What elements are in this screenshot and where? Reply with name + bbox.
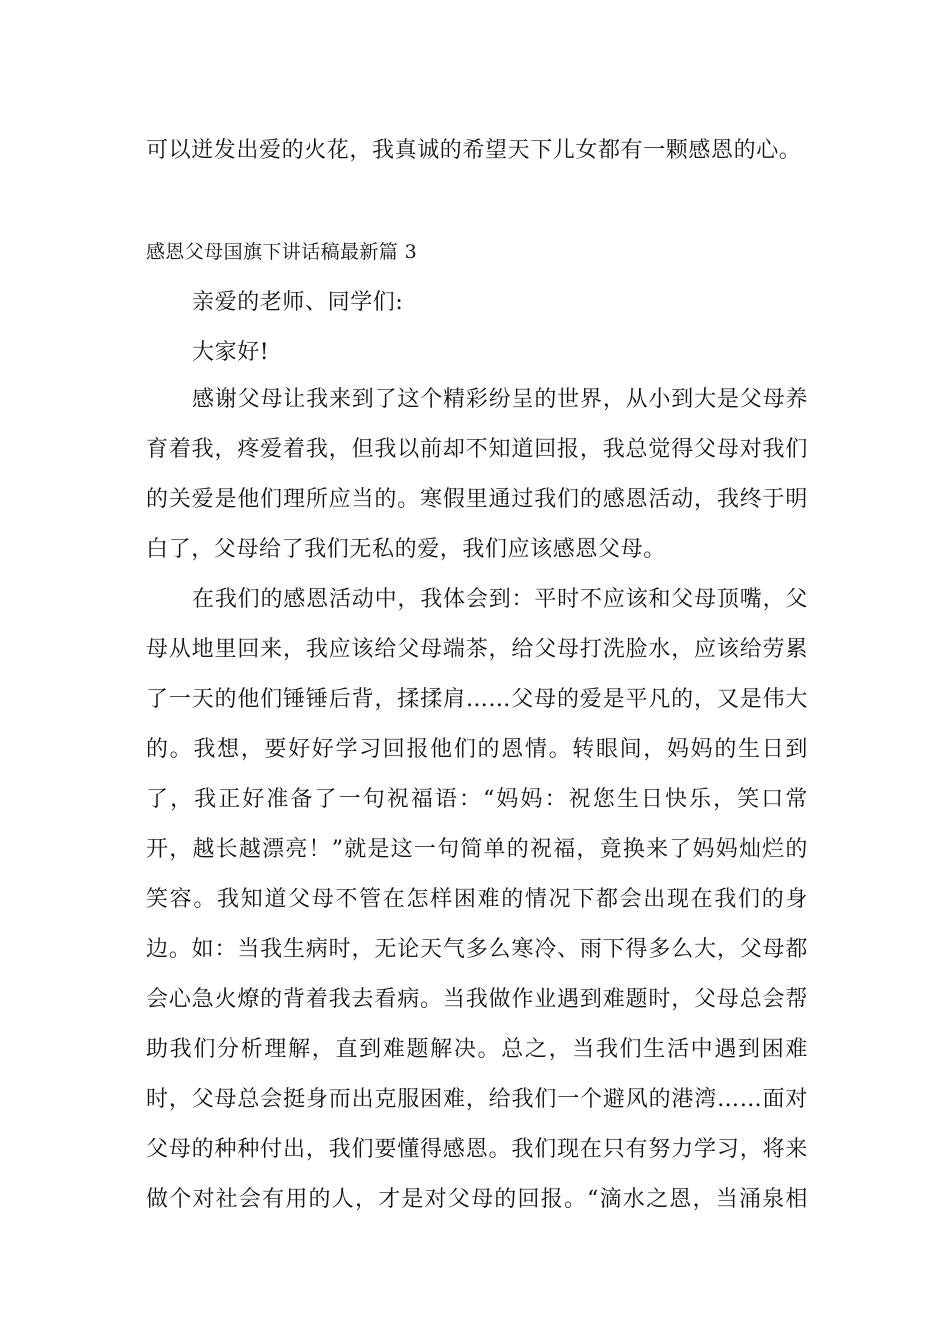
intro-line: 可以迸发出爱的火花，我真诚的希望天下儿女都有一颗感恩的心。 [146, 138, 802, 163]
paragraph-line: 的。我想，要好好学习回报他们的恩情。转眼间，妈妈的生日到 [146, 737, 808, 762]
paragraph-line: 在我们的感恩活动中，我体会到：平时不应该和父母顶嘴，父 [192, 587, 808, 612]
paragraph-line: 时，父母总会挺身而出克服困难，给我们一个避风的港湾……面对 [146, 1087, 808, 1112]
paragraph-line: 边。如：当我生病时，无论天气多么寒冷、雨下得多么大，父母都 [146, 937, 808, 962]
paragraph-line: 助我们分析理解，直到难题解决。总之，当我们生活中遇到困难 [146, 1037, 808, 1062]
paragraph-line: 父母的种种付出，我们要懂得感恩。我们现在只有努力学习，将来 [146, 1137, 808, 1162]
salutation: 亲爱的老师、同学们: [192, 290, 404, 315]
paragraph-line: 育着我，疼爱着我，但我以前却不知道回报，我总觉得父母对我们 [146, 437, 808, 462]
paragraph-line: 了一天的他们锤锤后背，揉揉肩……父母的爱是平凡的，又是伟大 [146, 687, 808, 712]
paragraph-line: 的关爱是他们理所应当的。寒假里通过我们的感恩活动，我终于明 [146, 487, 808, 512]
section-title: 感恩父母国旗下讲话稿最新篇 3 [146, 241, 418, 263]
paragraph-line: 了，我正好准备了一句祝福语：“妈妈：祝您生日快乐，笑口常 [146, 787, 808, 812]
paragraph-line: 白了，父母给了我们无私的爱，我们应该感恩父母。 [146, 537, 666, 562]
greeting: 大家好! [192, 340, 270, 365]
paragraph-line: 做个对社会有用的人，才是对父母的回报。“滴水之恩，当涌泉相 [146, 1187, 808, 1212]
paragraph-line: 笑容。我知道父母不管在怎样困难的情况下都会出现在我们的身 [146, 887, 808, 912]
paragraph-line: 感谢父母让我来到了这个精彩纷呈的世界，从小到大是父母养 [192, 387, 808, 412]
paragraph-line: 母从地里回来，我应该给父母端茶，给父母打洗脸水，应该给劳累 [146, 637, 808, 662]
paragraph-line: 会心急火燎的背着我去看病。当我做作业遇到难题时，父母总会帮 [146, 987, 808, 1012]
paragraph-line: 开，越长越漂亮！”就是这一句简单的祝福，竟换来了妈妈灿烂的 [146, 837, 808, 862]
